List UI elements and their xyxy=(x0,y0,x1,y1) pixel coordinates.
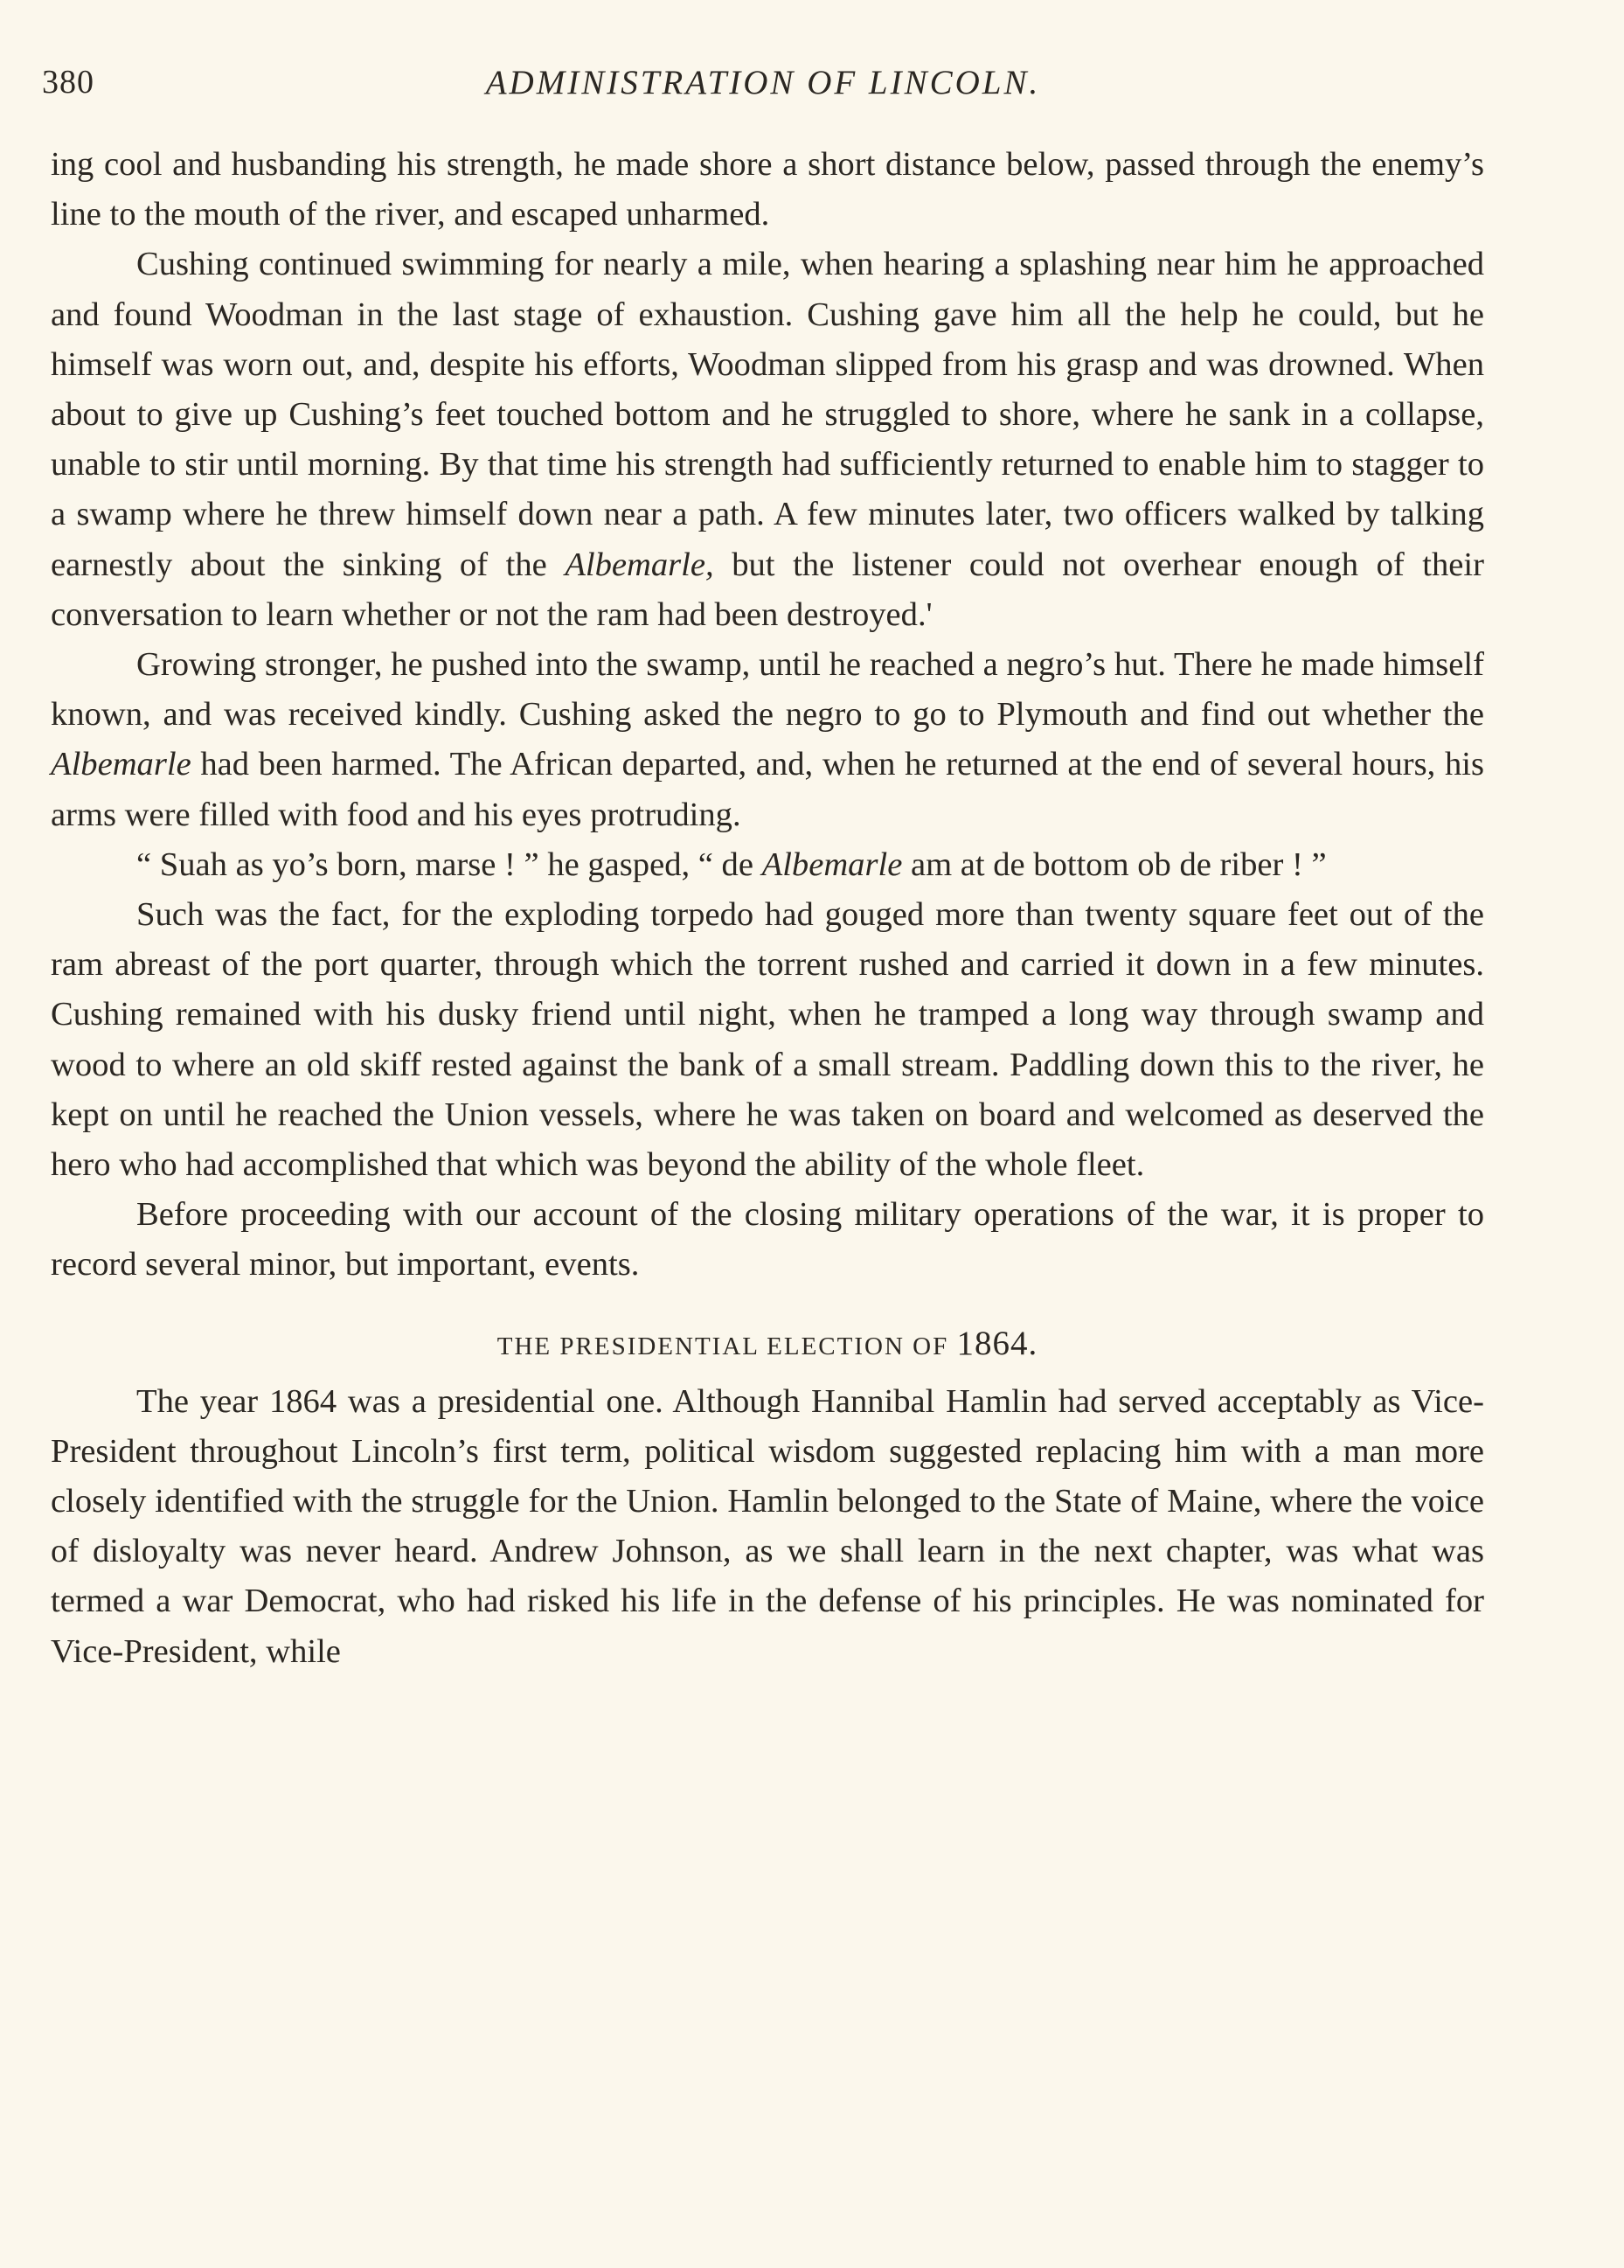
section-body xyxy=(51,1377,1484,1677)
ship-name-italic: Albemarle xyxy=(51,746,191,783)
section-heading-year: 1864. xyxy=(956,1324,1038,1362)
page-header xyxy=(42,63,1484,112)
text-run: The year 1864 was a presidential one. Although Hannibal Hamlin had served acceptably as Vice-President throughout Lincoln’s first term, political wisdom suggested replacing him with a man more closely identified with the struggle for the Union. Hamlin belonged to the State of Maine, where the voice of disloyalty was never heard. Andrew Johnson, as we shall learn in the next chapter, was what was termed a war Democrat, who had risked his life in the defense of his principles. He was nominated for Vice-President, while xyxy=(51,1382,1484,1670)
section-paragraph-1 xyxy=(51,1377,1484,1677)
text-run: but the listener could not overhear enough of their conversation to learn whether or not the ram had been destroyed.' xyxy=(51,546,1484,633)
paragraph-5 xyxy=(51,890,1484,1190)
text-run: Before proceeding with our account of the closing military operations of the war, it is proper to record several minor, but important, events. xyxy=(51,1196,1484,1284)
text-run: ing cool and husbanding his strength, he made shore a short distance below, passed through the enemy’s line to the mouth of the river, and escaped unharmed. xyxy=(51,146,1484,233)
body-text xyxy=(51,140,1484,1677)
paragraph-2 xyxy=(51,240,1484,640)
paragraph-3 xyxy=(51,640,1484,840)
section-heading-text: THE PRESIDENTIAL ELECTION OF xyxy=(496,1332,957,1360)
text-run: am at de bottom ob de riber ! ” xyxy=(902,845,1327,883)
text-run: Cushing continued swimming for nearly a mile, when hearing a splashing near him he approached and found Woodman in the last stage of exhaustion. Cushing gave him all the help he could, but he himself was worn out, and, despite his efforts, Woodman slipped from his grasp and was drowned. When about to give up Cushing’s feet touched bottom and he struggled to shore, where he sank in a collapse, unable to stir until morning. By that time his strength had sufficiently returned to enable him to stagger to a swamp where he threw himself down near a path. A few minutes later, two officers walked by talking earnestly about the sinking of the xyxy=(51,246,1484,583)
ship-name-italic: Albemarle, xyxy=(565,546,714,583)
ship-name-italic: Albemarle xyxy=(761,845,903,883)
text-run: Growing stronger, he pushed into the swamp, until he reached a negro’s hut. There he made himself known, and was received kindly. Cushing asked the negro to go to Plymouth and find out whether the xyxy=(51,646,1484,734)
running-title: ADMINISTRATION OF LINCOLN. xyxy=(485,64,1041,101)
text-run: “ Suah as yo’s born, marse ! ” he gasped, “ de xyxy=(136,845,762,883)
page-number: 380 xyxy=(42,64,94,101)
section-heading xyxy=(51,1313,1484,1377)
paragraph-6 xyxy=(51,1190,1484,1290)
text-run: Such was the fact, for the exploding torpedo had gouged more than twenty square feet out of the ram abreast of the port quarter, through which the torrent rushed and carried it down in a few minutes. Cushing remained with his dusky friend until night, when he tramped a long way through swamp and wood to where an old skiff rested against the bank of a small stream. Paddling down this to the river, he kept on until he reached the Union vessels, where he was taken on board and welcomed as deserved the hero who had accomplished that which was beyond the ability of the whole fleet. xyxy=(51,896,1484,1184)
paragraph-1 xyxy=(51,140,1484,240)
text-run: had been harmed. The African departed, and, when he returned at the end of several hours, his arms were filled with food and his eyes protruding. xyxy=(51,746,1484,833)
paragraph-4 xyxy=(51,840,1484,890)
